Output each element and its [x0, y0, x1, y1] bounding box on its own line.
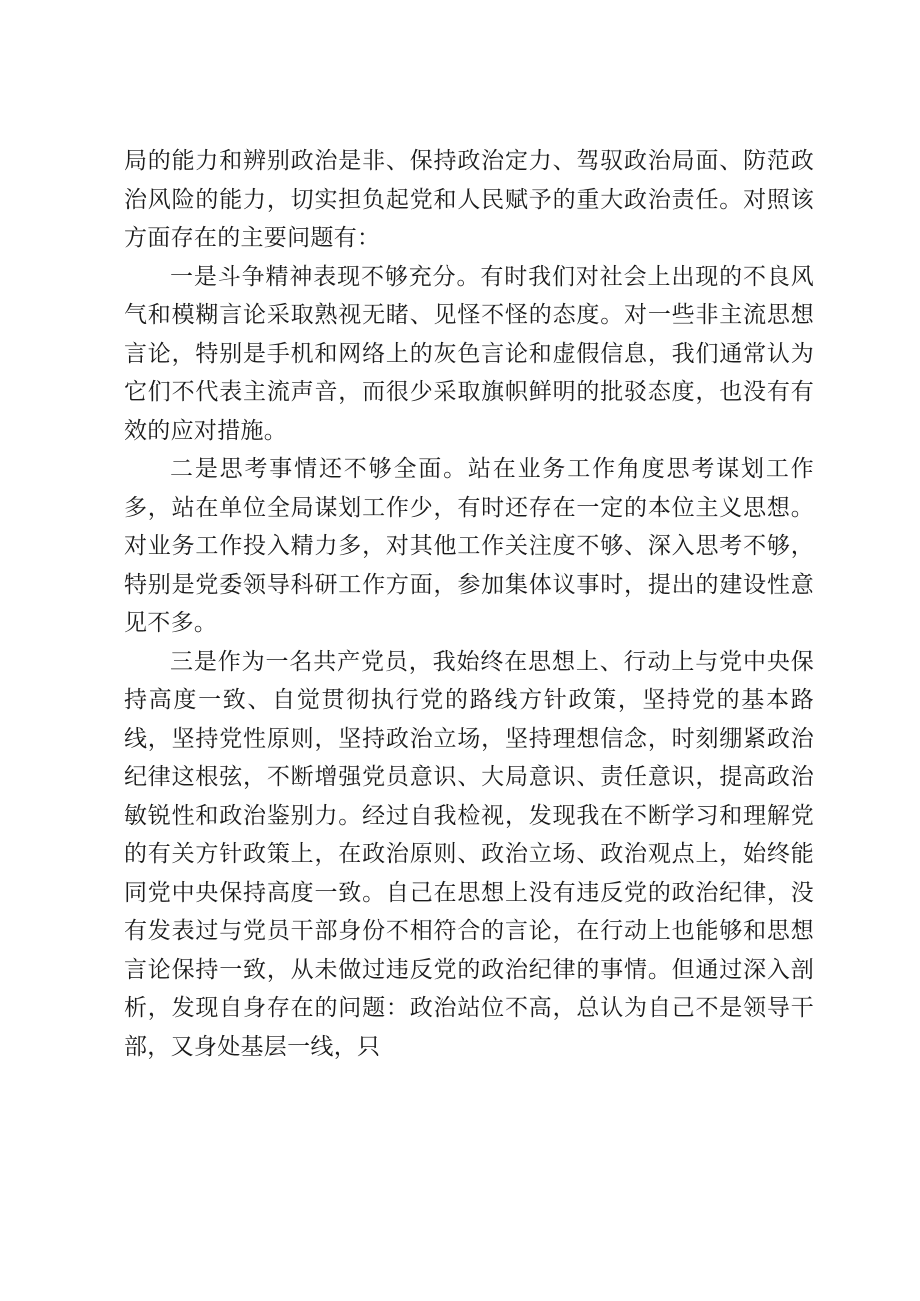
paragraph-point-one: 一是斗争精神表现不够充分。有时我们对社会上出现的不良风气和模糊言论采取熟视无睹、见怪不怪的态度。对一些非主流思想言论，特别是手机和网络上的灰色言论和虚假信息，我们通常认为它们不代表主流声音，而很少采取旗帜鲜明的批驳态度，也没有有效的应对措施。	[124, 263, 814, 444]
paragraph-point-three: 三是作为一名共产党员，我始终在思想上、行动上与党中央保持高度一致、自觉贯彻执行党的路线方针政策，坚持党的基本路线，坚持党性原则，坚持政治立场，坚持理想信念，时刻绷紧政治纪律这根弦，不断增强党员意识、大局意识、责任意识，提高政治敏锐性和政治鉴别力。经过自我检视，发现我在不断学习和理解党的有关方针政策上，在政治原则、政治立场、政治观点上，始终能同党中央保持高度一致。自己在思想上没有违反党的政治纪律，没有发表过与党员干部身份不相符合的言论，在行动上也能够和思想言论保持一致，从未做过违反党的政治纪律的事情。但通过深入剖析，发现自身存在的问题：政治站位不高，总认为自己不是领导干部，又身处基层一线，只	[124, 648, 814, 1060]
document-body	[124, 142, 814, 1066]
paragraph-intro: 局的能力和辨别政治是非、保持政治定力、驾驭政治局面、防范政治风险的能力，切实担负起党和人民赋予的重大政治责任。对照该方面存在的主要问题有：	[124, 148, 814, 251]
paragraph-point-two: 二是思考事情还不够全面。站在业务工作角度思考谋划工作多，站在单位全局谋划工作少，有时还存在一定的本位主义思想。对业务工作投入精力多，对其他工作关注度不够、深入思考不够，特别是党委领导科研工作方面，参加集体议事时，提出的建设性意见不多。	[124, 456, 814, 636]
